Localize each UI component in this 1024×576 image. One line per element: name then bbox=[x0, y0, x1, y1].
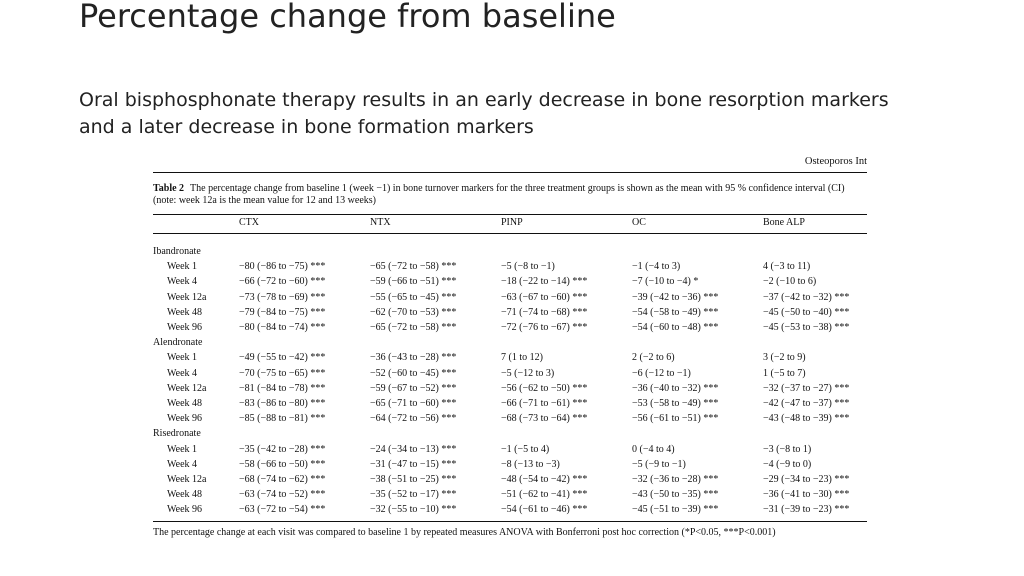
table-cell: −66 (−71 to −61) *** bbox=[501, 397, 588, 409]
table-cell: −36 (−40 to −32) *** bbox=[632, 382, 719, 394]
table-cell: −65 (−72 to −58) *** bbox=[370, 261, 457, 273]
table-cell: −29 (−34 to −23) *** bbox=[763, 473, 850, 485]
table-cell: −83 (−86 to −80) *** bbox=[239, 397, 326, 409]
table-row bbox=[153, 472, 867, 487]
column-header: Bone ALP bbox=[763, 215, 867, 234]
table-cell: −63 (−72 to −54) *** bbox=[239, 504, 326, 516]
group-name: Alendronate bbox=[153, 337, 203, 349]
table-row bbox=[153, 320, 867, 335]
week-label: Week 4 bbox=[167, 458, 198, 470]
table-cell: −35 (−52 to −17) *** bbox=[370, 489, 457, 501]
table-caption bbox=[153, 183, 867, 207]
table-row bbox=[153, 381, 867, 396]
table-cell: −63 (−67 to −60) *** bbox=[501, 291, 588, 303]
table-cell: −59 (−66 to −51) *** bbox=[370, 276, 457, 288]
table-cell: −52 (−60 to −45) *** bbox=[370, 367, 457, 379]
table-cell: −66 (−72 to −60) *** bbox=[239, 276, 326, 288]
table-cell: −68 (−73 to −64) *** bbox=[501, 413, 588, 425]
table-cell: −32 (−55 to −10) *** bbox=[370, 504, 457, 516]
table-cell: −72 (−76 to −67) *** bbox=[501, 322, 588, 334]
table-cell: 7 (1 to 12) bbox=[501, 352, 543, 364]
table-row bbox=[153, 457, 867, 472]
table-cell: −70 (−75 to −65) *** bbox=[239, 367, 326, 379]
group-row bbox=[153, 426, 867, 441]
table-cell: 2 (−2 to 6) bbox=[632, 352, 675, 364]
table-cell: −43 (−50 to −35) *** bbox=[632, 489, 719, 501]
table-cell: −65 (−72 to −58) *** bbox=[370, 322, 457, 334]
table-cell: −7 (−10 to −4) * bbox=[632, 276, 699, 288]
table-cell: −53 (−58 to −49) *** bbox=[632, 397, 719, 409]
header-empty bbox=[153, 215, 239, 234]
table-cell: −42 (−47 to −37) *** bbox=[763, 397, 850, 409]
table-cell: −32 (−37 to −27) *** bbox=[763, 382, 850, 394]
table-cell: −68 (−74 to −62) *** bbox=[239, 473, 326, 485]
table-row bbox=[153, 396, 867, 411]
top-rule bbox=[153, 172, 867, 173]
week-label: Week 48 bbox=[167, 306, 203, 318]
table-cell: 1 (−5 to 7) bbox=[763, 367, 806, 379]
table-cell: −3 (−8 to 1) bbox=[763, 443, 812, 455]
table-cell: −2 (−10 to 6) bbox=[763, 276, 817, 288]
table-cell: −45 (−53 to −38) *** bbox=[763, 322, 850, 334]
week-label: Week 96 bbox=[167, 322, 203, 334]
table-cell: −51 (−62 to −41) *** bbox=[501, 489, 588, 501]
week-label: Week 12a bbox=[167, 291, 207, 303]
caption-label: Table 2 bbox=[153, 183, 185, 194]
table-cell: −85 (−88 to −81) *** bbox=[239, 413, 326, 425]
table-cell: −18 (−22 to −14) *** bbox=[501, 276, 588, 288]
table-cell: −58 (−66 to −50) *** bbox=[239, 458, 326, 470]
table-figure bbox=[153, 155, 867, 539]
table-cell: −59 (−67 to −52) *** bbox=[370, 382, 457, 394]
table-cell: −45 (−50 to −40) *** bbox=[763, 306, 850, 318]
table-cell: −48 (−54 to −42) *** bbox=[501, 473, 588, 485]
table-cell: −49 (−55 to −42) *** bbox=[239, 352, 326, 364]
slide-subtitle: Oral bisphosphonate therapy results in an early decrease in bone resorption markers and a later decrease in bone formation markers bbox=[79, 89, 889, 138]
table-cell: −24 (−34 to −13) *** bbox=[370, 443, 457, 455]
table-row bbox=[153, 366, 867, 381]
table-cell: −56 (−61 to −51) *** bbox=[632, 413, 719, 425]
table-cell: −81 (−84 to −78) *** bbox=[239, 382, 326, 394]
table-cell: −1 (−5 to 4) bbox=[501, 443, 550, 455]
week-label: Week 4 bbox=[167, 367, 198, 379]
group-row bbox=[153, 244, 867, 259]
table-cell: −32 (−36 to −28) *** bbox=[632, 473, 719, 485]
table-cell: −43 (−48 to −39) *** bbox=[763, 413, 850, 425]
week-label: Week 48 bbox=[167, 489, 203, 501]
table-cell: −35 (−42 to −28) *** bbox=[239, 443, 326, 455]
table-cell: −73 (−78 to −69) *** bbox=[239, 291, 326, 303]
group-name: Ibandronate bbox=[153, 246, 201, 258]
table-cell: −54 (−61 to −46) *** bbox=[501, 504, 588, 516]
table-cell: −54 (−58 to −49) *** bbox=[632, 306, 719, 318]
table-row bbox=[153, 274, 867, 289]
table-cell: −80 (−86 to −75) *** bbox=[239, 261, 326, 273]
table-cell: −36 (−43 to −28) *** bbox=[370, 352, 457, 364]
table-cell: −31 (−39 to −23) *** bbox=[763, 504, 850, 516]
table-cell: −65 (−71 to −60) *** bbox=[370, 397, 457, 409]
table-row bbox=[153, 259, 867, 274]
table-cell: −39 (−42 to −36) *** bbox=[632, 291, 719, 303]
week-label: Week 12a bbox=[167, 382, 207, 394]
table-cell: −5 (−12 to 3) bbox=[501, 367, 555, 379]
table-cell: −79 (−84 to −75) *** bbox=[239, 306, 326, 318]
table-cell: 3 (−2 to 9) bbox=[763, 352, 806, 364]
table-cell: −8 (−13 to −3) bbox=[501, 458, 560, 470]
column-header: CTX bbox=[239, 215, 370, 234]
table-body bbox=[153, 244, 867, 517]
table-row bbox=[153, 305, 867, 320]
table-row bbox=[153, 487, 867, 502]
week-label: Week 1 bbox=[167, 261, 198, 273]
caption-text: The percentage change from baseline 1 (week −1) in bone turnover markers for the three treatment groups is shown as the mean with 95 % confidence interval (CI) (note: week 12a is the mean value for 12 and 13 weeks) bbox=[153, 183, 845, 206]
header-row bbox=[153, 215, 867, 234]
table-cell: −63 (−74 to −52) *** bbox=[239, 489, 326, 501]
table-cell: −71 (−74 to −68) *** bbox=[501, 306, 588, 318]
table-cell: −5 (−8 to −1) bbox=[501, 261, 555, 273]
group-name: Risedronate bbox=[153, 428, 201, 440]
table-cell: −54 (−60 to −48) *** bbox=[632, 322, 719, 334]
bottom-rule bbox=[153, 521, 867, 522]
week-label: Week 1 bbox=[167, 352, 198, 364]
table-footnote: The percentage change at each visit was compared to baseline 1 by repeated measures ANOVA with Bonferroni post hoc correction (*P<0.05, ***P<0.001) bbox=[153, 527, 776, 539]
column-header: NTX bbox=[370, 215, 501, 234]
table-cell: −5 (−9 to −1) bbox=[632, 458, 686, 470]
table-row bbox=[153, 411, 867, 426]
table-cell: −55 (−65 to −45) *** bbox=[370, 291, 457, 303]
column-header: OC bbox=[632, 215, 763, 234]
table-cell: −36 (−41 to −30) *** bbox=[763, 489, 850, 501]
table-cell: 0 (−4 to 4) bbox=[632, 443, 675, 455]
week-label: Week 96 bbox=[167, 413, 203, 425]
week-label: Week 4 bbox=[167, 276, 198, 288]
table-cell: −31 (−47 to −15) *** bbox=[370, 458, 457, 470]
table-cell: −64 (−72 to −56) *** bbox=[370, 413, 457, 425]
table-cell: −56 (−62 to −50) *** bbox=[501, 382, 588, 394]
table-cell: −80 (−84 to −74) *** bbox=[239, 322, 326, 334]
table-row bbox=[153, 502, 867, 517]
week-label: Week 1 bbox=[167, 443, 198, 455]
table-cell: −38 (−51 to −25) *** bbox=[370, 473, 457, 485]
table-cell: −6 (−12 to −1) bbox=[632, 367, 691, 379]
table-cell: −37 (−42 to −32) *** bbox=[763, 291, 850, 303]
week-label: Week 96 bbox=[167, 504, 203, 516]
table-cell: −45 (−51 to −39) *** bbox=[632, 504, 719, 516]
table-row bbox=[153, 290, 867, 305]
table-cell: 4 (−3 to 11) bbox=[763, 261, 811, 273]
table-row bbox=[153, 441, 867, 456]
journal-name: Osteoporos Int bbox=[804, 156, 867, 167]
slide-title: Percentage change from baseline bbox=[79, 0, 616, 35]
table-row bbox=[153, 350, 867, 365]
column-header: PINP bbox=[501, 215, 632, 234]
week-label: Week 48 bbox=[167, 397, 203, 409]
table-cell: −4 (−9 to 0) bbox=[763, 458, 812, 470]
table-cell: −62 (−70 to −53) *** bbox=[370, 306, 457, 318]
table-cell: −1 (−4 to 3) bbox=[632, 261, 681, 273]
group-row bbox=[153, 335, 867, 350]
data-table bbox=[153, 214, 867, 517]
week-label: Week 12a bbox=[167, 473, 207, 485]
